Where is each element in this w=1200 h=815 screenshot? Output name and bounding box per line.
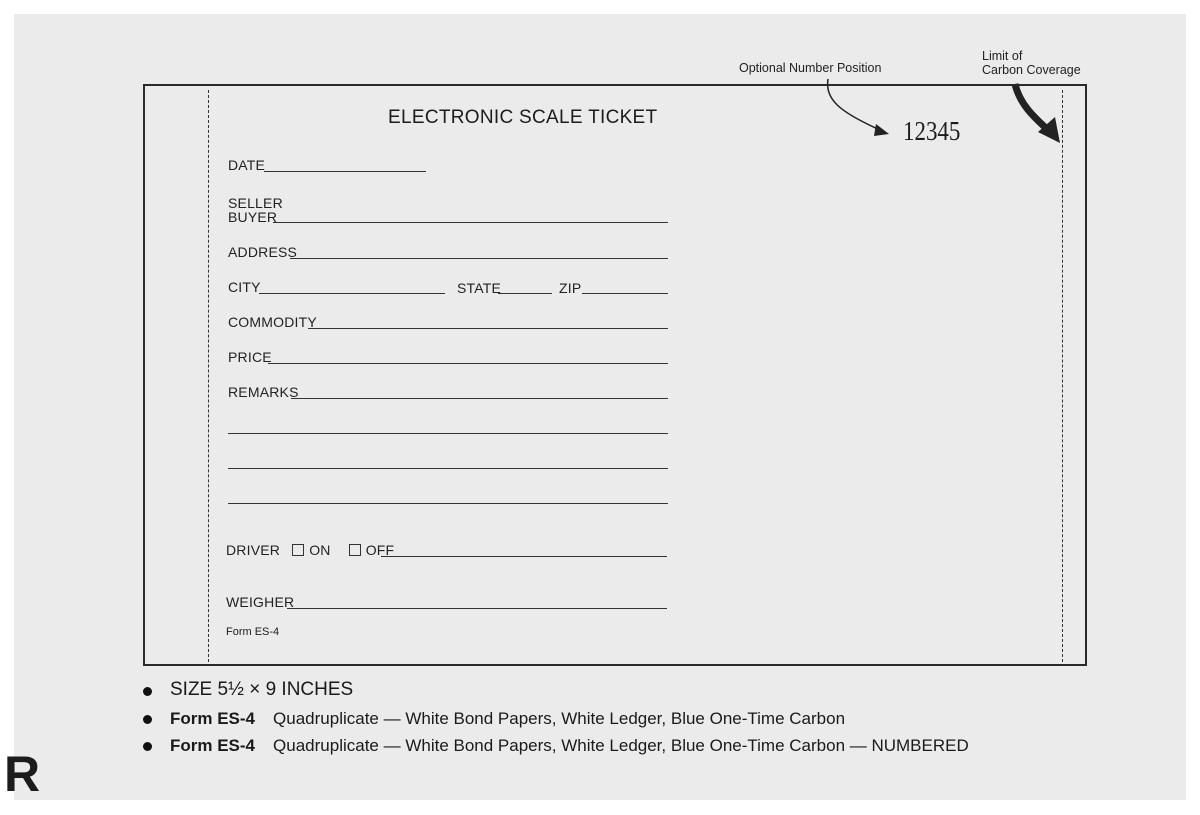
carbon-limit-line [1062,90,1063,662]
remarks-line-3[interactable] [228,468,668,469]
left-perforation-line [208,90,209,662]
remarks-line-4[interactable] [228,503,668,504]
limit-annotation-line2: Carbon Coverage [982,63,1081,77]
spec-form-id: Form ES-4 [170,736,256,755]
date-line[interactable] [264,171,426,172]
driver-on-option[interactable] [292,542,330,558]
zip-label: ZIP [559,280,582,296]
price-label: PRICE [228,349,272,365]
spec-description: Quadruplicate — White Bond Papers, White Ledger, Blue One-Time Carbon — NUMBERED [273,736,969,755]
limit-annotation-line1: Limit of [982,49,1023,63]
bullet-icon [143,742,152,751]
price-line[interactable] [268,363,668,364]
spec-line-2 [170,709,845,729]
commodity-label: COMMODITY [228,314,317,330]
ticket-number: 12345 [903,116,961,146]
address-line[interactable] [290,258,668,259]
ticket-title: ELECTRONIC SCALE TICKET [388,107,658,128]
city-label: CITY [228,279,261,295]
bullet-icon [143,687,152,696]
bullet-icon [143,715,152,724]
spec-form-id: Form ES-4 [170,709,256,728]
checkbox-icon[interactable] [349,544,361,556]
seller-buyer-line[interactable] [273,222,668,223]
form-id: Form ES-4 [226,626,280,638]
page-mark: R [4,746,41,802]
optional-number-annotation: Optional Number Position [739,61,882,75]
size-spec: SIZE 5½ × 9 INCHES [170,679,354,700]
remarks-line-1[interactable] [291,398,668,399]
spec-line-3 [170,736,969,756]
state-label: STATE [457,280,502,296]
remarks-line-2[interactable] [228,433,668,434]
buyer-label: BUYER [228,209,278,225]
weigher-label: WEIGHER [226,594,295,610]
driver-line[interactable] [381,556,667,557]
on-label: ON [309,542,331,558]
city-line[interactable] [259,293,445,294]
spec-description: Quadruplicate — White Bond Papers, White Ledger, Blue One-Time Carbon [273,709,846,728]
off-label: OFF [365,542,395,558]
remarks-label: REMARKS [228,384,299,400]
weigher-line[interactable] [287,608,667,609]
address-label: ADDRESS [228,244,298,260]
date-label: DATE [228,157,266,173]
seller-label: SELLER [228,195,283,211]
state-line[interactable] [498,293,552,294]
checkbox-icon[interactable] [292,544,304,556]
commodity-line[interactable] [308,328,668,329]
driver-row [226,542,394,558]
zip-line[interactable] [582,293,668,294]
driver-label: DRIVER [226,542,281,558]
